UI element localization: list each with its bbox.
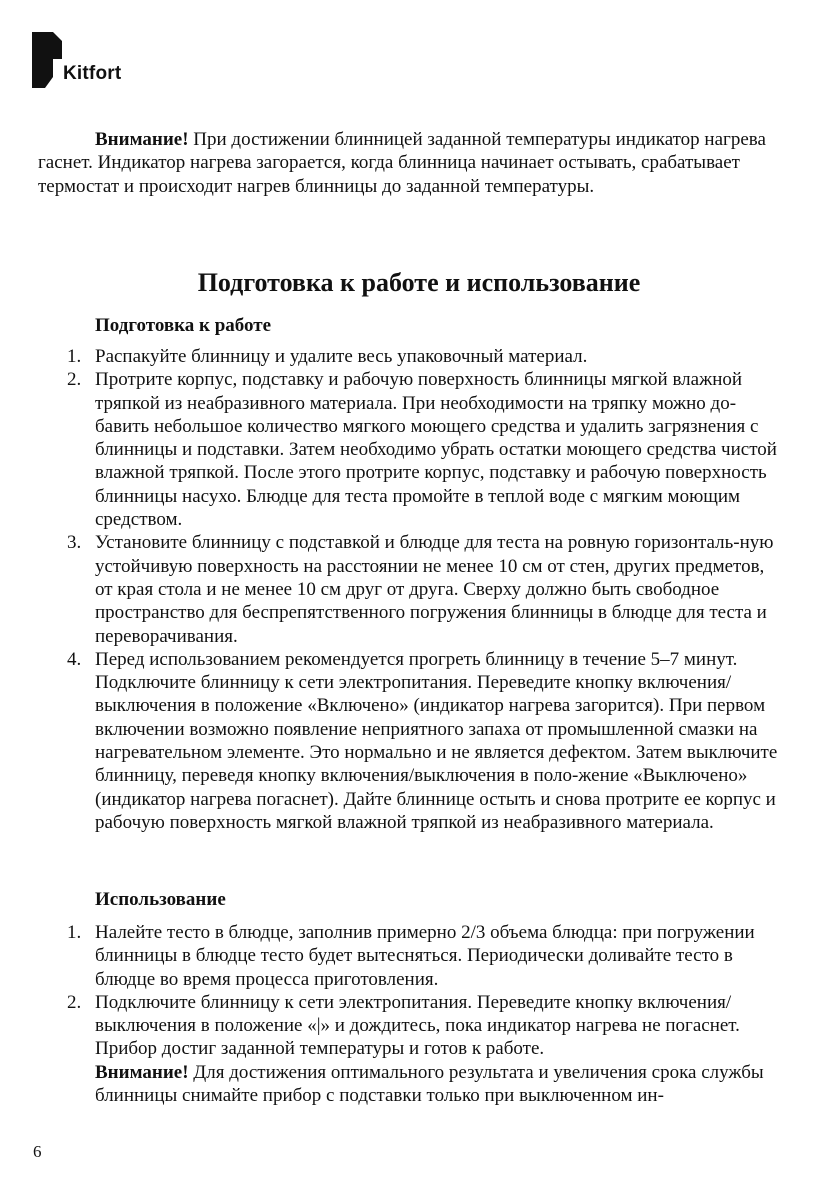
preparation-heading: Подготовка к работе <box>95 315 272 336</box>
list-number: 2. <box>67 991 82 1013</box>
list-number: 2. <box>67 369 82 391</box>
list-item <box>67 368 785 531</box>
attention-text: При достижении блинницей заданной температуры индикатор нагрева гаснет. Индикатор нагрева загорается, когда блинница начинает остывать, срабатывает термостат и происходит нагрев блинницы до заданной температуры. <box>38 129 766 197</box>
usage-attention-label: Внимание! <box>95 1061 189 1083</box>
list-text: Распакуйте блинницу и удалите весь упаковочный материал. <box>95 346 588 367</box>
brand-logo <box>32 32 152 92</box>
list-text: Перед использованием рекомендуется прогреть блинницу в течение 5–7 минут. Подключите блинницу к сети электропитания. Переведите кнопку включения/ выключения в положение «Включено» (индикатор нагрева загорится). При первом включении возможно появление неприятного запаха от промышленной смазки на нагревательном элементе. Это нормально и не является дефектом. Затем выключите блинницу, переведя кнопку включения/выключения в поло-жение «Выключено» (индикатор нагрева погаснет). Дайте блиннице остыть и снова протрите ее корпус и рабочую поверхность мягкой влажной тряпкой из неабразивного материала. <box>95 648 778 833</box>
list-item <box>67 345 785 368</box>
section-title: Подготовка к работе и использование <box>197 268 641 297</box>
usage-heading: Использование <box>95 889 226 910</box>
list-text: Протрите корпус, подставку и рабочую поверхность блинницы мягкой влажной тряпкой из неабразивного материала. При необходимости на тряпку можно до-бавить небольшое количество мягкого моющего средства и удалить загрязнения с блинницы и подставки. Затем необходимо убрать остатки моющего средства чистой влажной тряпкой. После этого протрите корпус, подставку и рабочую поверхность блинницы насухо. Блюдце для теста промойте в теплой воде с мягким моющим средством. <box>95 369 777 531</box>
list-item <box>67 531 785 647</box>
attention-note <box>38 128 783 198</box>
list-number: 1. <box>67 346 82 367</box>
list-item <box>67 991 785 1107</box>
list-number: 4. <box>67 648 82 670</box>
list-text: Установите блинницу с подставкой и блюдце для теста на ровную горизонталь-ную устойчивую поверхность на расстоянии не менее 10 см от стен, других предметов, от края стола и не менее 10 см друг от друга. Сверху должно быть свободное пространство для беспрепятственного погружения блинницы в блюдце для теста и переворачивания. <box>95 532 774 647</box>
usage-list <box>67 921 785 1107</box>
list-number: 1. <box>67 922 82 943</box>
attention-label: Внимание! <box>95 129 189 150</box>
logo-text: Kitfort <box>63 63 122 84</box>
list-text: Налейте тесто в блюдце, заполнив примерно 2/3 объема блюдца: при погружении блинницы в блюдце тесто будет вытесняться. Периодически доливайте тесто в блюдце во время процесса приготовления. <box>95 922 755 990</box>
logo-mark-icon <box>32 32 62 88</box>
usage-attention-text: Для достижения оптимального результата и увеличения срока службы блинницы снимайте прибор с подставки только при выключенном ин- <box>95 1061 764 1107</box>
list-number: 3. <box>67 532 82 554</box>
list-item <box>67 648 785 834</box>
preparation-list <box>67 345 785 834</box>
list-text: Подключите блинницу к сети электропитания. Переведите кнопку включения/ выключения в положение «|» и дождитесь, пока индикатор нагрева не погаснет. Прибор достиг заданной температуры и готов к работе. <box>95 991 740 1060</box>
page-number: 6 <box>33 1142 42 1161</box>
list-item <box>67 921 785 991</box>
